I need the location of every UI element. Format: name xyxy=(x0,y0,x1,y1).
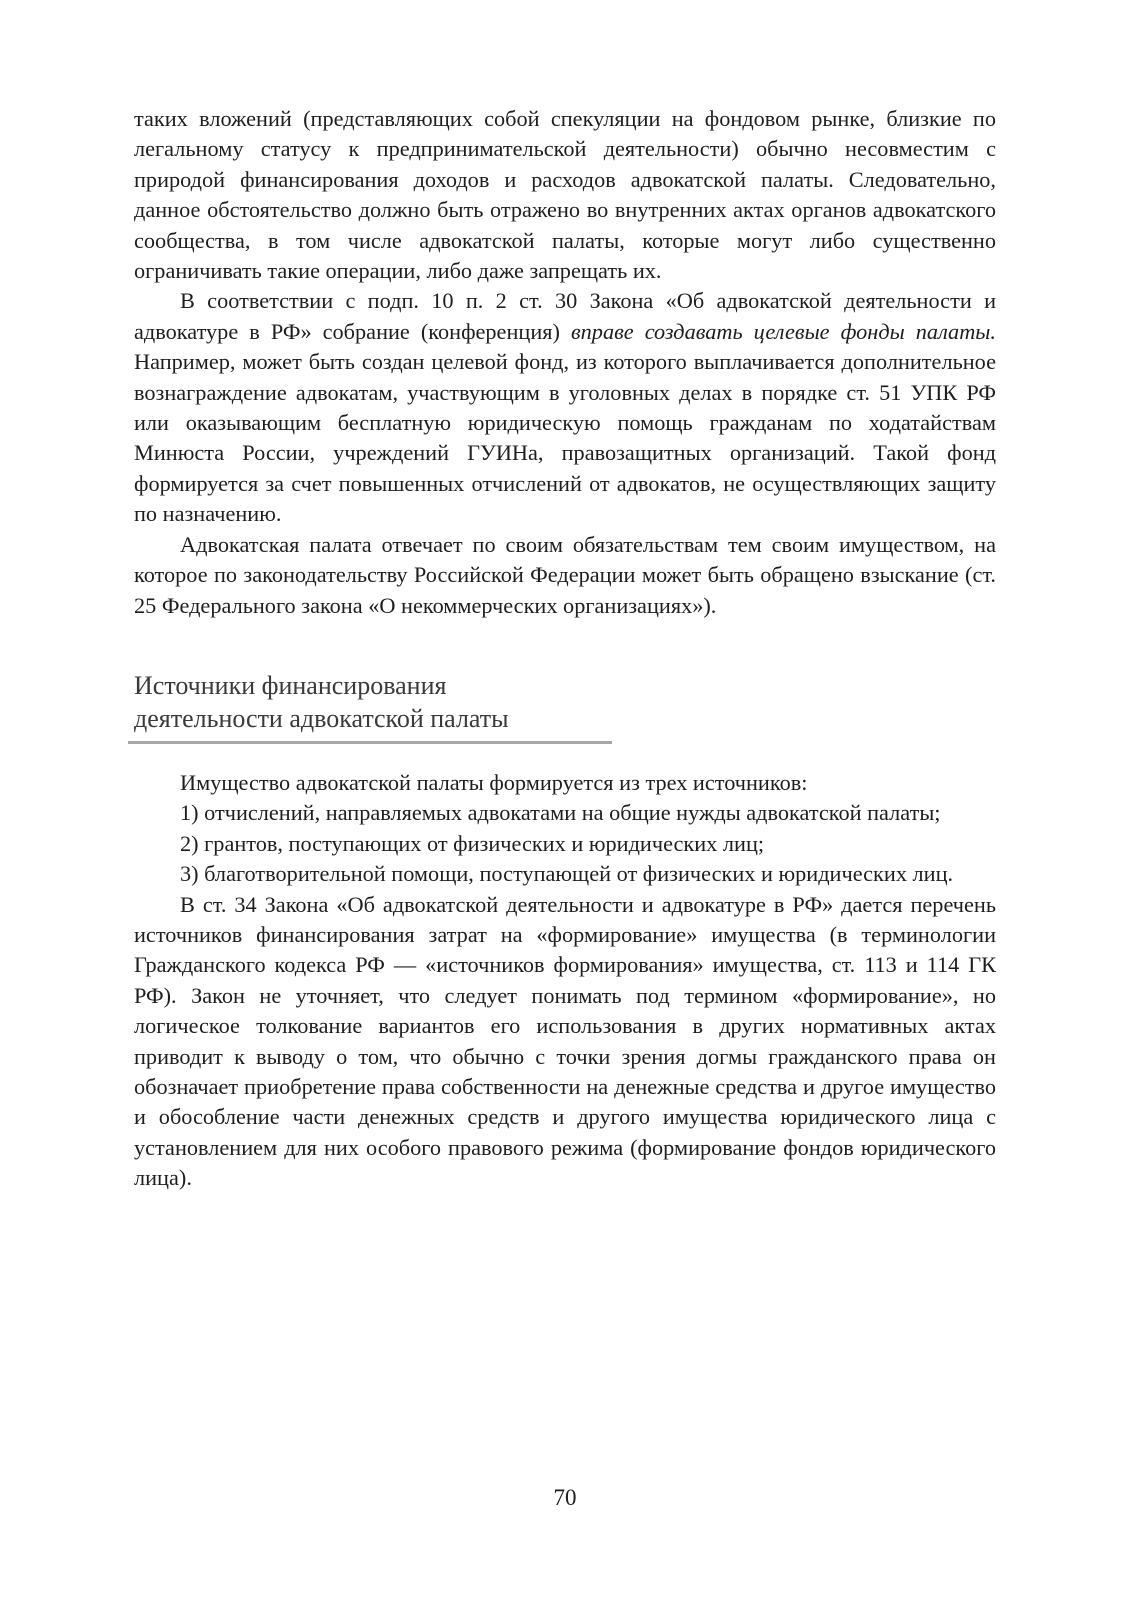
paragraph-text: В соответствии с подп. 10 п. 2 ст. 30 Закона «Об адвокатской деятельности и адвокатуре в РФ» собрание (конференция) xyxy=(134,288,996,344)
paragraph-liability: Адвокатская палата отвечает по своим обязательствам тем своим имуществом, на которое по законодательству Российской Федерации может быть обращено взыскание (ст. 25 Федерального закона «О некоммерческих организациях»). xyxy=(134,531,996,618)
heading-underline xyxy=(128,741,612,744)
paragraph-target-funds xyxy=(134,286,996,529)
page-body xyxy=(134,104,996,1194)
paragraph-sources-intro: Имущество адвокатской палаты формируется из трех источников: xyxy=(180,769,808,795)
page-number: 70 xyxy=(553,1485,577,1510)
list-item: 2) грантов, поступающих от физических и юридических лиц; xyxy=(180,830,765,856)
section-content xyxy=(134,768,996,1194)
paragraph-continued: таких вложений (представляющих собой спекуляции на фондовом рынке, близкие по легальному статусу к предпринимательской деятельности) обычно несовместим с природой финансирования доходов и расходов адвокатской палаты. Следовательно, данное обстоятельство должно быть отражено во внутренних актах органов адвокатского сообщества, в том числе адвокатской палаты, которые могут либо существенно ограничивать такие операции, либо даже запрещать их. xyxy=(134,106,996,284)
paragraph-text: Например, может быть создан целевой фонд, из которого выплачивается дополнительное вознаграждение адвокатам, участвующим в уголовных делах в порядке ст. 51 УПК РФ или оказывающим бесплатную юридическую помощь гражданам по ходатайствам Минюста России, учреждений ГУИНа, правозащитных организаций. Такой фонд формируется за счет повышенных отчислений от адвокатов, не осуществляющих защиту по назначению. xyxy=(134,349,996,527)
section-heading xyxy=(134,669,996,735)
list-item: 1) отчислений, направляемых адвокатами на общие нужды адвокатской палаты; xyxy=(180,800,941,826)
section-heading-line-1: Источники финансирования xyxy=(134,670,447,700)
paragraph-italic-emphasis: вправе создавать целевые фонды палаты. xyxy=(570,318,996,344)
list-item: 3) благотворительной помощи, поступающей от физических и юридических лиц. xyxy=(180,861,954,887)
paragraph-article-34: В ст. 34 Закона «Об адвокатской деятельности и адвокатуре в РФ» дается перечень источников финансирования затрат на «формирование» имущества (в терминологии Гражданского кодекса РФ — «источников формирования» имущества, ст. 113 и 114 ГК РФ). Закон не уточняет, что следует понимать под термином «формирование», но логическое толкование вариантов его использования в других нормативных актах приводит к выводу о том, что обычно с точки зрения догмы гражданского права он обозначает приобретение права собственности на денежные средства и другое имущество и обособление части денежных средств и другого имущества юридического лица с установлением для них особого правового режима (формирование фондов юридического лица). xyxy=(134,891,996,1191)
section-heading-line-2: деятельности адвокатской палаты xyxy=(134,703,509,733)
